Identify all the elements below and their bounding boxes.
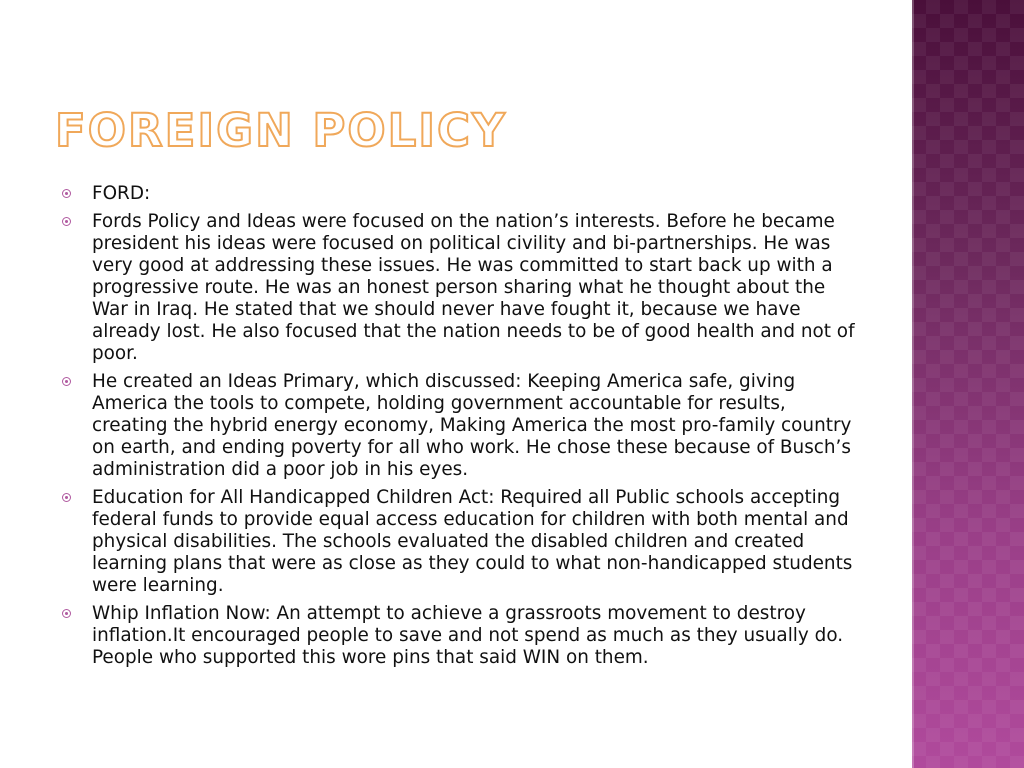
bullet-text: Fords Policy and Ideas were focused on the nation’s interests. Before he became president his ideas were focused on political civility and bi-partnerships. He was very good at addressing these issues. He was committed to start back up with a progressive route. He was an honest person sharing what he thought about the War in Iraq. He stated that we should never have fought it, because we have already lost. He also focused that the nation needs to be of good health and not of poor. bbox=[92, 211, 855, 364]
bullet-list bbox=[62, 183, 857, 675]
bullet-item bbox=[62, 211, 857, 365]
slide-title: FOREIGN POLICY bbox=[55, 104, 507, 157]
bullet-text: FORD: bbox=[92, 183, 151, 204]
bullet-item bbox=[62, 487, 857, 597]
bullet-circle-icon bbox=[62, 377, 71, 386]
bullet-item bbox=[62, 371, 857, 481]
bullet-text: He created an Ideas Primary, which discussed: Keeping America safe, giving America the tools to compete, holding government accountable for results, creating the hybrid energy economy, Making America the most pro-family country on earth, and ending poverty for all who work. He chose these because of Busch’s administration did a poor job in his eyes. bbox=[92, 371, 852, 480]
bullet-circle-icon bbox=[62, 609, 71, 618]
decorative-side-band bbox=[912, 0, 1024, 768]
bullet-item bbox=[62, 603, 857, 669]
bullet-item bbox=[62, 183, 857, 205]
bullet-circle-icon bbox=[62, 217, 71, 226]
bullet-text: Whip Inflation Now: An attempt to achieve a grassroots movement to destroy inflation.It encouraged people to save and not spend as much as they usually do. People who supported this wore pins that said WIN on them. bbox=[92, 603, 844, 668]
bullet-circle-icon bbox=[62, 493, 71, 502]
bullet-circle-icon bbox=[62, 189, 71, 198]
bullet-text: Education for All Handicapped Children Act: Required all Public schools accepting federal funds to provide equal access education for children with both mental and physical disabilities. The schools evaluated the disabled children and created learning plans that were as close as they could to what non-handicapped students were learning. bbox=[92, 487, 853, 596]
